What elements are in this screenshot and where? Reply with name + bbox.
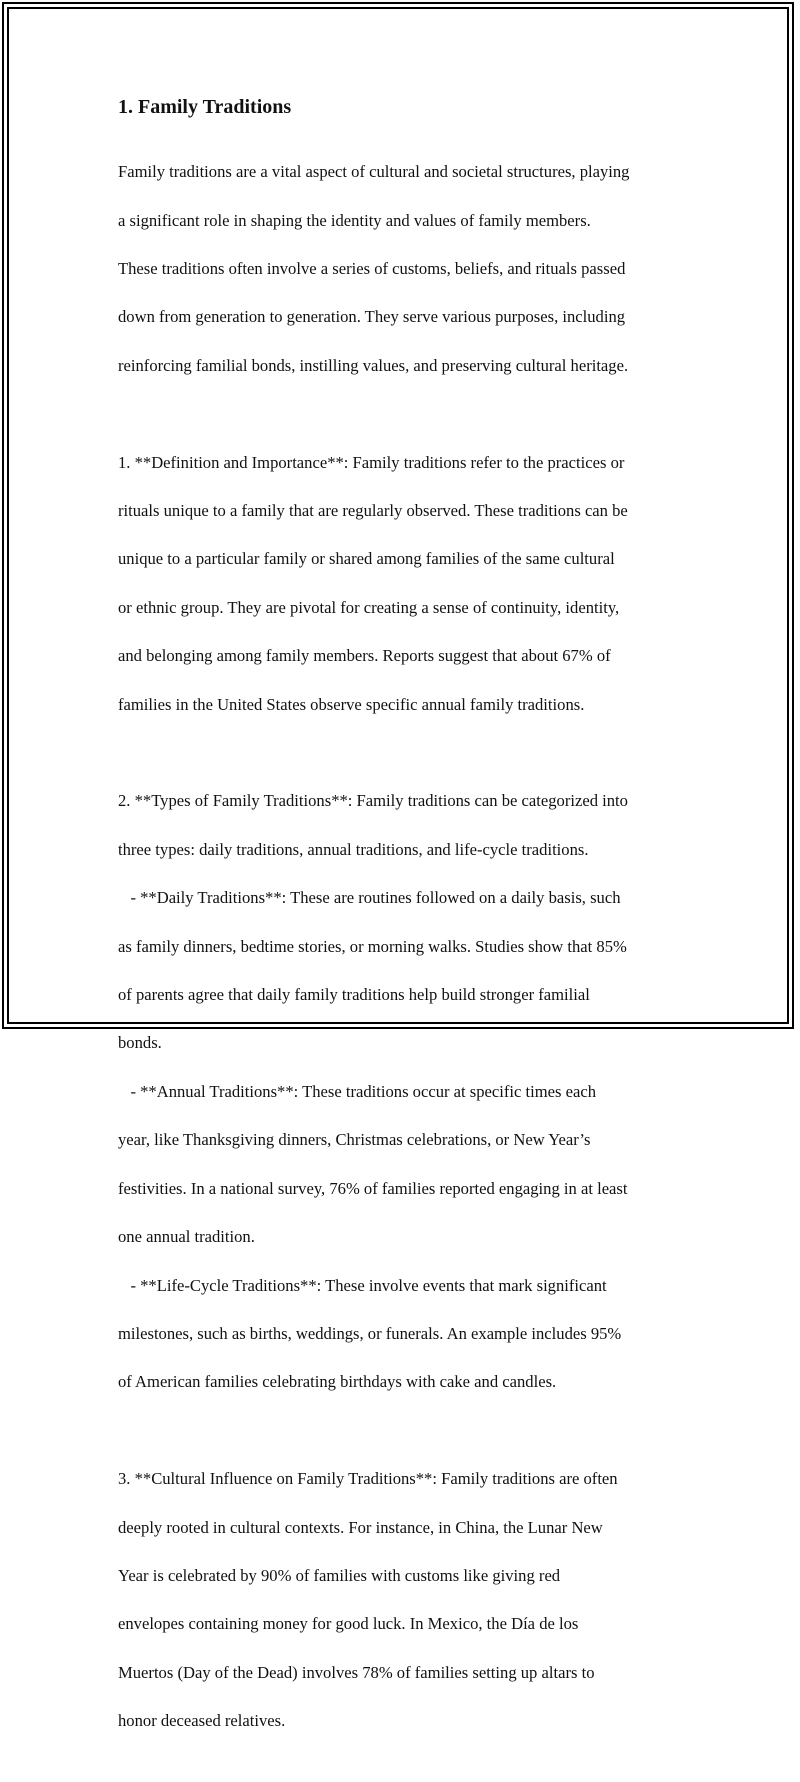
text-line: 2. **Types of Family Traditions**: Family traditions can be categorized into — [118, 791, 628, 811]
text-line: and belonging among family members. Reports suggest that about 67% of — [118, 646, 611, 666]
text-line: families in the United States observe specific annual family traditions. — [118, 694, 585, 714]
text-line: down from generation to generation. They serve various purposes, including — [118, 307, 626, 327]
document-body — [118, 94, 690, 1782]
text-line: - **Daily Traditions**: These are routines followed on a daily basis, such — [118, 888, 621, 908]
section-heading: 1. Family Traditions — [118, 96, 292, 118]
text-line: 3. **Cultural Influence on Family Traditions**: Family traditions are often — [118, 1469, 618, 1489]
text-line: unique to a particular family or shared among families of the same cultural — [118, 549, 615, 569]
text-line: or ethnic group. They are pivotal for creating a sense of continuity, identity, — [118, 597, 620, 617]
text-line: Muertos (Day of the Dead) involves 78% of families setting up altars to — [118, 1662, 595, 1682]
text-line: milestones, such as births, weddings, or funerals. An example includes 95% — [118, 1323, 622, 1343]
cultural-influence-paragraph — [118, 1443, 690, 1758]
text-line: three types: daily traditions, annual traditions, and life-cycle traditions. — [118, 839, 589, 859]
intro-paragraph — [118, 136, 690, 402]
text-line: Family traditions are a vital aspect of cultural and societal structures, playing — [118, 162, 630, 182]
text-line: - **Life-Cycle Traditions**: These involve events that mark significant — [118, 1275, 607, 1295]
text-line: one annual tradition. — [118, 1227, 255, 1247]
text-line: reinforcing familial bonds, instilling values, and preserving cultural heritage. — [118, 355, 629, 375]
text-line: Year is celebrated by 90% of families with customs like giving red — [118, 1565, 561, 1585]
text-line: bonds. — [118, 1033, 162, 1053]
types-paragraph — [118, 765, 690, 1418]
text-line: year, like Thanksgiving dinners, Christmas celebrations, or New Year’s — [118, 1130, 591, 1150]
text-line: honor deceased relatives. — [118, 1711, 286, 1731]
text-line: deeply rooted in cultural contexts. For instance, in China, the Lunar New — [118, 1517, 603, 1537]
text-line: of American families celebrating birthdays with cake and candles. — [118, 1372, 557, 1392]
definition-paragraph — [118, 426, 690, 741]
text-line: as family dinners, bedtime stories, or morning walks. Studies show that 85% — [118, 936, 627, 956]
text-line: rituals unique to a family that are regularly observed. These traditions can be — [118, 501, 628, 521]
text-line: - **Annual Traditions**: These traditions occur at specific times each — [118, 1081, 597, 1101]
text-line: envelopes containing money for good luck. In Mexico, the Día de los — [118, 1614, 579, 1634]
text-line: 1. **Definition and Importance**: Family traditions refer to the practices or — [118, 452, 625, 472]
text-line: a significant role in shaping the identity and values of family members. — [118, 210, 591, 230]
text-line: of parents agree that daily family traditions help build stronger familial — [118, 985, 590, 1005]
text-line: festivities. In a national survey, 76% of families reported engaging in at least — [118, 1178, 628, 1198]
text-line: These traditions often involve a series of customs, beliefs, and rituals passed — [118, 259, 626, 279]
